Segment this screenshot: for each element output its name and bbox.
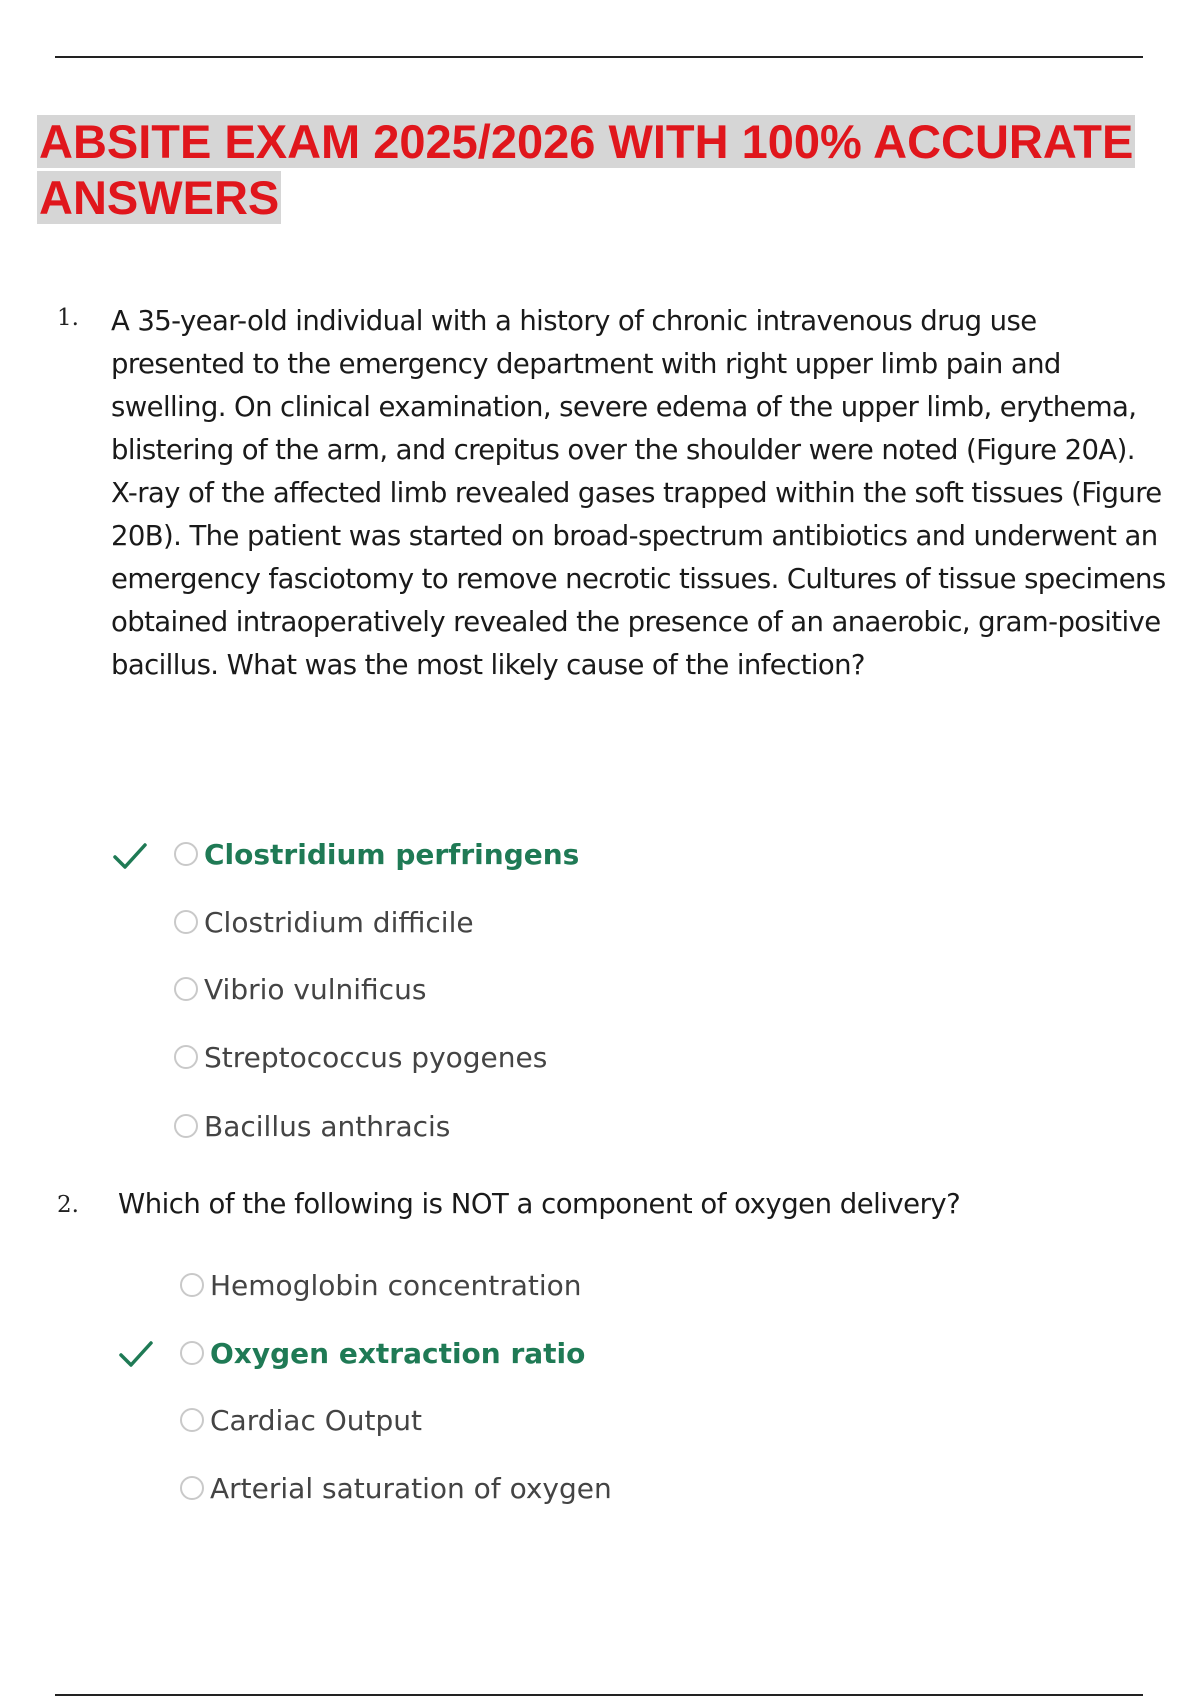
bottom-divider <box>55 1694 1143 1696</box>
radio-circle-icon[interactable] <box>180 1341 204 1365</box>
radio-circle-icon[interactable] <box>180 1476 204 1500</box>
option-label: Streptococcus pyogenes <box>204 1040 548 1074</box>
option-label: Cardiac Output <box>210 1403 422 1437</box>
option-label: Bacillus anthracis <box>204 1109 451 1143</box>
question-2-number: 2. <box>57 1192 79 1218</box>
option-label: Arterial saturation of oxygen <box>210 1471 612 1505</box>
radio-circle-icon[interactable] <box>174 842 198 866</box>
q1-option-2[interactable] <box>174 902 474 942</box>
q2-option-4[interactable] <box>180 1468 612 1508</box>
q1-option-3[interactable] <box>174 969 426 1009</box>
document-title: ABSITE EXAM 2025/2026 WITH 100% ACCURATE ANSWERS <box>39 115 1134 224</box>
radio-circle-icon[interactable] <box>180 1273 204 1297</box>
q1-option-5[interactable] <box>174 1106 450 1146</box>
option-label: Hemoglobin concentration <box>210 1268 582 1302</box>
option-label: Oxygen extraction ratio <box>210 1336 586 1370</box>
radio-circle-icon[interactable] <box>174 977 198 1001</box>
correct-checkmark-icon <box>110 836 150 876</box>
question-1-text: A 35-year-old individual with a history of chronic intravenous drug use presented to the emergency department with right upper limb pain and swelling. On clinical examination, severe edema of the upper limb, erythema, blistering of the arm, and crepitus over the shoulder were noted (Figure 20A). X-ray of the affected limb revealed gases trapped within the soft tissues (Figure 20B). The patient was started on broad-spectrum antibiotics and underwent an emergency fasciotomy to remove necrotic tissues. Cultures of tissue specimens obtained intraoperatively revealed the presence of an anaerobic, gram-positive bacillus. What was the most likely cause of the infection? <box>111 305 1166 681</box>
option-label: Clostridium difficile <box>204 905 474 939</box>
q1-option-4[interactable] <box>174 1037 547 1077</box>
radio-circle-icon[interactable] <box>174 910 198 934</box>
q2-option-3[interactable] <box>180 1400 422 1440</box>
option-label: Vibrio vulnificus <box>204 972 427 1006</box>
question-2-text: Which of the following is NOT a component of oxygen delivery? <box>118 1188 961 1220</box>
question-1-number: 1. <box>57 305 79 331</box>
q2-option-2[interactable] <box>180 1333 585 1373</box>
q2-option-1[interactable] <box>180 1265 582 1305</box>
option-label: Clostridium perfringens <box>204 837 580 871</box>
radio-circle-icon[interactable] <box>174 1045 198 1069</box>
q1-option-1[interactable] <box>174 834 579 874</box>
correct-checkmark-icon <box>116 1334 156 1374</box>
radio-circle-icon[interactable] <box>174 1114 198 1138</box>
top-divider <box>55 56 1143 58</box>
radio-circle-icon[interactable] <box>180 1408 204 1432</box>
